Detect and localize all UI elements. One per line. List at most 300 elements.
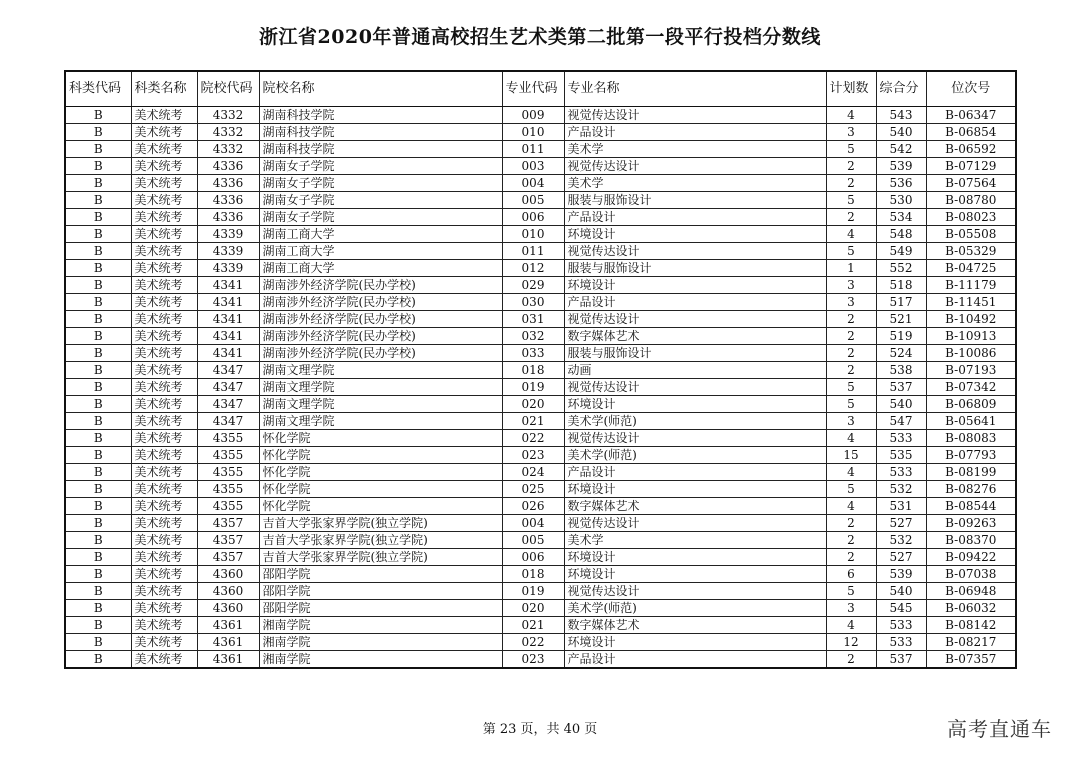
table-row <box>65 498 1016 515</box>
cell-major-code: 009 <box>502 107 564 124</box>
cell-school-code: 4336 <box>197 192 259 209</box>
cell-category-name: 美术统考 <box>131 226 197 243</box>
cell-composite-score: 533 <box>876 634 926 651</box>
cell-major-code: 023 <box>502 651 564 669</box>
cell-major-code: 026 <box>502 498 564 515</box>
cell-category-name: 美术统考 <box>131 345 197 362</box>
cell-category-name: 美术统考 <box>131 566 197 583</box>
cell-school-code: 4360 <box>197 566 259 583</box>
table-row <box>65 158 1016 175</box>
cell-major-name: 产品设计 <box>564 651 826 669</box>
cell-category-code: B <box>65 481 131 498</box>
cell-major-name: 数字媒体艺术 <box>564 498 826 515</box>
cell-composite-score: 552 <box>876 260 926 277</box>
cell-composite-score: 527 <box>876 515 926 532</box>
table-row <box>65 634 1016 651</box>
cell-category-code: B <box>65 651 131 669</box>
cell-school-name: 怀化学院 <box>259 430 502 447</box>
cell-school-code: 4357 <box>197 515 259 532</box>
cell-category-name: 美术统考 <box>131 141 197 158</box>
cell-school-code: 4347 <box>197 362 259 379</box>
cell-major-code: 011 <box>502 243 564 260</box>
cell-school-name: 湖南涉外经济学院(民办学校) <box>259 328 502 345</box>
cell-composite-score: 530 <box>876 192 926 209</box>
cell-rank: B-07129 <box>926 158 1016 175</box>
table-body <box>65 107 1016 669</box>
table-row <box>65 141 1016 158</box>
table-header-row <box>65 71 1016 107</box>
cell-school-name: 湖南涉外经济学院(民办学校) <box>259 277 502 294</box>
cell-composite-score: 533 <box>876 430 926 447</box>
cell-school-code: 4341 <box>197 277 259 294</box>
cell-category-name: 美术统考 <box>131 532 197 549</box>
cell-plan-count: 2 <box>826 515 876 532</box>
cell-rank: B-09422 <box>926 549 1016 566</box>
cell-category-code: B <box>65 328 131 345</box>
table-row <box>65 651 1016 669</box>
cell-major-code: 018 <box>502 362 564 379</box>
cell-school-name: 湖南女子学院 <box>259 209 502 226</box>
cell-major-name: 服装与服饰设计 <box>564 260 826 277</box>
cell-category-name: 美术统考 <box>131 175 197 192</box>
cell-school-name: 湖南涉外经济学院(民办学校) <box>259 345 502 362</box>
cell-category-name: 美术统考 <box>131 294 197 311</box>
cell-category-code: B <box>65 634 131 651</box>
cell-category-code: B <box>65 124 131 141</box>
cell-plan-count: 3 <box>826 124 876 141</box>
cell-major-name: 环境设计 <box>564 566 826 583</box>
cell-school-code: 4347 <box>197 413 259 430</box>
cell-major-code: 020 <box>502 396 564 413</box>
cell-school-name: 湖南文理学院 <box>259 413 502 430</box>
cell-major-code: 021 <box>502 617 564 634</box>
header-category-code: 科类代码 <box>65 71 131 107</box>
cell-plan-count: 3 <box>826 600 876 617</box>
cell-school-name: 湖南文理学院 <box>259 396 502 413</box>
cell-rank: B-08544 <box>926 498 1016 515</box>
cell-category-name: 美术统考 <box>131 311 197 328</box>
cell-major-name: 环境设计 <box>564 226 826 243</box>
cell-category-code: B <box>65 226 131 243</box>
cell-major-name: 数字媒体艺术 <box>564 617 826 634</box>
cell-school-code: 4332 <box>197 141 259 158</box>
cell-category-code: B <box>65 532 131 549</box>
cell-plan-count: 5 <box>826 243 876 260</box>
cell-rank: B-08370 <box>926 532 1016 549</box>
cell-school-name: 湖南女子学院 <box>259 175 502 192</box>
cell-composite-score: 533 <box>876 464 926 481</box>
cell-category-name: 美术统考 <box>131 277 197 294</box>
cell-school-code: 4361 <box>197 617 259 634</box>
cell-major-code: 003 <box>502 158 564 175</box>
table-row <box>65 124 1016 141</box>
header-category-name: 科类名称 <box>131 71 197 107</box>
cell-composite-score: 542 <box>876 141 926 158</box>
cell-plan-count: 5 <box>826 481 876 498</box>
cell-rank: B-06032 <box>926 600 1016 617</box>
cell-category-code: B <box>65 464 131 481</box>
cell-rank: B-09263 <box>926 515 1016 532</box>
cell-category-code: B <box>65 192 131 209</box>
cell-plan-count: 4 <box>826 617 876 634</box>
cell-category-name: 美术统考 <box>131 124 197 141</box>
cell-category-code: B <box>65 260 131 277</box>
cell-composite-score: 537 <box>876 379 926 396</box>
cell-school-name: 湖南工商大学 <box>259 226 502 243</box>
cell-category-code: B <box>65 141 131 158</box>
cell-major-code: 030 <box>502 294 564 311</box>
cell-school-code: 4347 <box>197 396 259 413</box>
header-major-name: 专业名称 <box>564 71 826 107</box>
header-plan-count: 计划数 <box>826 71 876 107</box>
cell-school-code: 4357 <box>197 532 259 549</box>
header-school-code: 院校代码 <box>197 71 259 107</box>
cell-school-code: 4355 <box>197 481 259 498</box>
cell-rank: B-07038 <box>926 566 1016 583</box>
table-row <box>65 362 1016 379</box>
cell-major-name: 美术学 <box>564 141 826 158</box>
table-row <box>65 226 1016 243</box>
cell-major-code: 011 <box>502 141 564 158</box>
cell-school-name: 湖南女子学院 <box>259 192 502 209</box>
cell-category-code: B <box>65 583 131 600</box>
header-rank: 位次号 <box>926 71 1016 107</box>
cell-school-name: 湖南工商大学 <box>259 260 502 277</box>
cell-plan-count: 5 <box>826 583 876 600</box>
cell-rank: B-08199 <box>926 464 1016 481</box>
cell-category-name: 美术统考 <box>131 515 197 532</box>
cell-plan-count: 3 <box>826 413 876 430</box>
cell-category-name: 美术统考 <box>131 498 197 515</box>
cell-plan-count: 3 <box>826 294 876 311</box>
cell-category-name: 美术统考 <box>131 464 197 481</box>
cell-school-code: 4341 <box>197 294 259 311</box>
cell-rank: B-10086 <box>926 345 1016 362</box>
table-row <box>65 515 1016 532</box>
cell-plan-count: 2 <box>826 532 876 549</box>
cell-school-name: 怀化学院 <box>259 498 502 515</box>
cell-major-code: 020 <box>502 600 564 617</box>
cell-school-name: 湘南学院 <box>259 651 502 669</box>
table-row <box>65 311 1016 328</box>
cell-category-code: B <box>65 515 131 532</box>
table-row <box>65 192 1016 209</box>
cell-plan-count: 2 <box>826 158 876 175</box>
cell-major-code: 004 <box>502 515 564 532</box>
cell-school-name: 湖南文理学院 <box>259 379 502 396</box>
table-row <box>65 600 1016 617</box>
cell-rank: B-07342 <box>926 379 1016 396</box>
table-row <box>65 260 1016 277</box>
cell-school-code: 4332 <box>197 107 259 124</box>
cell-school-code: 4339 <box>197 226 259 243</box>
cell-major-code: 005 <box>502 532 564 549</box>
table-row <box>65 328 1016 345</box>
cell-plan-count: 4 <box>826 464 876 481</box>
cell-composite-score: 539 <box>876 566 926 583</box>
cell-school-name: 邵阳学院 <box>259 566 502 583</box>
document-title: 浙江省2020年普通高校招生艺术类第二批第一段平行投档分数线 <box>259 26 821 48</box>
cell-plan-count: 6 <box>826 566 876 583</box>
table-row <box>65 294 1016 311</box>
cell-rank: B-10913 <box>926 328 1016 345</box>
table-row <box>65 532 1016 549</box>
cell-category-code: B <box>65 498 131 515</box>
cell-major-code: 031 <box>502 311 564 328</box>
cell-composite-score: 534 <box>876 209 926 226</box>
cell-composite-score: 539 <box>876 158 926 175</box>
cell-category-name: 美术统考 <box>131 583 197 600</box>
cell-category-code: B <box>65 209 131 226</box>
cell-school-name: 怀化学院 <box>259 464 502 481</box>
cell-plan-count: 2 <box>826 651 876 669</box>
cell-school-name: 湖南涉外经济学院(民办学校) <box>259 311 502 328</box>
cell-plan-count: 2 <box>826 549 876 566</box>
cell-composite-score: 518 <box>876 277 926 294</box>
cell-major-name: 动画 <box>564 362 826 379</box>
cell-plan-count: 2 <box>826 362 876 379</box>
cell-major-code: 032 <box>502 328 564 345</box>
cell-major-name: 视觉传达设计 <box>564 107 826 124</box>
cell-school-name: 邵阳学院 <box>259 600 502 617</box>
cell-rank: B-06592 <box>926 141 1016 158</box>
cell-major-name: 环境设计 <box>564 481 826 498</box>
cell-rank: B-07357 <box>926 651 1016 669</box>
cell-category-code: B <box>65 379 131 396</box>
cell-major-name: 美术学 <box>564 175 826 192</box>
cell-major-code: 022 <box>502 634 564 651</box>
cell-school-code: 4355 <box>197 498 259 515</box>
cell-plan-count: 2 <box>826 328 876 345</box>
cell-school-name: 吉首大学张家界学院(独立学院) <box>259 532 502 549</box>
cell-major-name: 产品设计 <box>564 464 826 481</box>
cell-plan-count: 2 <box>826 175 876 192</box>
cell-rank: B-08142 <box>926 617 1016 634</box>
cell-major-code: 019 <box>502 583 564 600</box>
cell-plan-count: 15 <box>826 447 876 464</box>
table-row <box>65 243 1016 260</box>
cell-category-name: 美术统考 <box>131 260 197 277</box>
cell-plan-count: 5 <box>826 192 876 209</box>
cell-category-name: 美术统考 <box>131 243 197 260</box>
cell-school-name: 湘南学院 <box>259 634 502 651</box>
cell-school-name: 怀化学院 <box>259 481 502 498</box>
cell-rank: B-10492 <box>926 311 1016 328</box>
cell-major-code: 023 <box>502 447 564 464</box>
cell-school-code: 4341 <box>197 328 259 345</box>
table-row <box>65 413 1016 430</box>
cell-rank: B-08780 <box>926 192 1016 209</box>
cell-plan-count: 4 <box>826 430 876 447</box>
cell-category-name: 美术统考 <box>131 362 197 379</box>
cell-composite-score: 519 <box>876 328 926 345</box>
cell-composite-score: 527 <box>876 549 926 566</box>
cell-category-code: B <box>65 396 131 413</box>
cell-school-name: 吉首大学张家界学院(独立学院) <box>259 515 502 532</box>
cell-major-code: 029 <box>502 277 564 294</box>
cell-school-code: 4341 <box>197 345 259 362</box>
cell-major-name: 美术学(师范) <box>564 413 826 430</box>
table-row <box>65 549 1016 566</box>
cell-category-name: 美术统考 <box>131 107 197 124</box>
cell-category-code: B <box>65 277 131 294</box>
cell-plan-count: 4 <box>826 107 876 124</box>
cell-school-code: 4336 <box>197 209 259 226</box>
cell-school-name: 湖南文理学院 <box>259 362 502 379</box>
cell-category-code: B <box>65 311 131 328</box>
cell-category-name: 美术统考 <box>131 651 197 669</box>
cell-category-code: B <box>65 175 131 192</box>
cell-school-name: 湖南女子学院 <box>259 158 502 175</box>
cell-category-name: 美术统考 <box>131 192 197 209</box>
cell-school-code: 4355 <box>197 430 259 447</box>
cell-school-code: 4355 <box>197 447 259 464</box>
cell-plan-count: 5 <box>826 396 876 413</box>
cell-school-name: 湖南科技学院 <box>259 107 502 124</box>
cell-category-code: B <box>65 243 131 260</box>
cell-composite-score: 524 <box>876 345 926 362</box>
cell-major-name: 产品设计 <box>564 124 826 141</box>
cell-major-name: 视觉传达设计 <box>564 158 826 175</box>
cell-major-code: 012 <box>502 260 564 277</box>
cell-major-code: 024 <box>502 464 564 481</box>
cell-category-code: B <box>65 345 131 362</box>
cell-major-code: 022 <box>502 430 564 447</box>
cell-rank: B-05641 <box>926 413 1016 430</box>
cell-rank: B-06347 <box>926 107 1016 124</box>
cell-school-name: 湖南科技学院 <box>259 141 502 158</box>
cell-plan-count: 4 <box>826 498 876 515</box>
cell-school-code: 4361 <box>197 634 259 651</box>
cell-plan-count: 2 <box>826 311 876 328</box>
cell-composite-score: 540 <box>876 396 926 413</box>
table-row <box>65 379 1016 396</box>
cell-school-code: 4360 <box>197 583 259 600</box>
cell-major-name: 视觉传达设计 <box>564 430 826 447</box>
cell-category-name: 美术统考 <box>131 481 197 498</box>
cell-school-name: 怀化学院 <box>259 447 502 464</box>
table-row <box>65 617 1016 634</box>
cell-major-name: 视觉传达设计 <box>564 379 826 396</box>
cell-category-name: 美术统考 <box>131 158 197 175</box>
cell-rank: B-07564 <box>926 175 1016 192</box>
watermark: 高考直通车 <box>947 717 1052 741</box>
cell-category-name: 美术统考 <box>131 634 197 651</box>
cell-plan-count: 1 <box>826 260 876 277</box>
table-row <box>65 430 1016 447</box>
cell-major-code: 005 <box>502 192 564 209</box>
cell-rank: B-05329 <box>926 243 1016 260</box>
cell-major-code: 006 <box>502 549 564 566</box>
cell-category-name: 美术统考 <box>131 430 197 447</box>
cell-composite-score: 549 <box>876 243 926 260</box>
cell-composite-score: 540 <box>876 124 926 141</box>
cell-school-name: 湖南涉外经济学院(民办学校) <box>259 294 502 311</box>
cell-rank: B-11179 <box>926 277 1016 294</box>
cell-composite-score: 531 <box>876 498 926 515</box>
cell-major-name: 服装与服饰设计 <box>564 192 826 209</box>
cell-major-code: 025 <box>502 481 564 498</box>
cell-major-code: 033 <box>502 345 564 362</box>
cell-school-code: 4336 <box>197 158 259 175</box>
header-major-code: 专业代码 <box>502 71 564 107</box>
cell-category-code: B <box>65 294 131 311</box>
cell-major-name: 环境设计 <box>564 549 826 566</box>
cell-category-code: B <box>65 617 131 634</box>
cell-major-name: 环境设计 <box>564 634 826 651</box>
cell-category-code: B <box>65 447 131 464</box>
cell-major-name: 服装与服饰设计 <box>564 345 826 362</box>
cell-plan-count: 2 <box>826 209 876 226</box>
cell-major-name: 环境设计 <box>564 277 826 294</box>
cell-major-code: 019 <box>502 379 564 396</box>
cell-composite-score: 548 <box>876 226 926 243</box>
cell-category-name: 美术统考 <box>131 447 197 464</box>
cell-school-code: 4336 <box>197 175 259 192</box>
cell-school-code: 4332 <box>197 124 259 141</box>
cell-composite-score: 545 <box>876 600 926 617</box>
table-row <box>65 447 1016 464</box>
score-table <box>64 70 1017 669</box>
cell-category-name: 美术统考 <box>131 396 197 413</box>
cell-plan-count: 12 <box>826 634 876 651</box>
cell-category-code: B <box>65 413 131 430</box>
cell-school-name: 湖南工商大学 <box>259 243 502 260</box>
cell-category-code: B <box>65 158 131 175</box>
cell-major-name: 产品设计 <box>564 294 826 311</box>
cell-school-name: 湘南学院 <box>259 617 502 634</box>
cell-major-name: 环境设计 <box>564 396 826 413</box>
cell-category-code: B <box>65 549 131 566</box>
cell-rank: B-08083 <box>926 430 1016 447</box>
cell-rank: B-07793 <box>926 447 1016 464</box>
cell-school-name: 邵阳学院 <box>259 583 502 600</box>
table-row <box>65 566 1016 583</box>
cell-rank: B-08276 <box>926 481 1016 498</box>
cell-major-name: 产品设计 <box>564 209 826 226</box>
cell-major-name: 美术学 <box>564 532 826 549</box>
cell-plan-count: 4 <box>826 226 876 243</box>
cell-rank: B-08217 <box>926 634 1016 651</box>
table-row <box>65 481 1016 498</box>
cell-plan-count: 3 <box>826 277 876 294</box>
cell-category-code: B <box>65 566 131 583</box>
cell-rank: B-04725 <box>926 260 1016 277</box>
cell-school-code: 4339 <box>197 260 259 277</box>
cell-category-code: B <box>65 362 131 379</box>
cell-composite-score: 517 <box>876 294 926 311</box>
table-row <box>65 277 1016 294</box>
cell-rank: B-08023 <box>926 209 1016 226</box>
cell-rank: B-06809 <box>926 396 1016 413</box>
cell-category-name: 美术统考 <box>131 328 197 345</box>
cell-school-code: 4355 <box>197 464 259 481</box>
cell-major-name: 美术学(师范) <box>564 447 826 464</box>
header-school-name: 院校名称 <box>259 71 502 107</box>
cell-plan-count: 5 <box>826 379 876 396</box>
cell-plan-count: 2 <box>826 345 876 362</box>
table-row <box>65 464 1016 481</box>
cell-category-code: B <box>65 107 131 124</box>
table-row <box>65 175 1016 192</box>
cell-major-name: 美术学(师范) <box>564 600 826 617</box>
cell-category-name: 美术统考 <box>131 209 197 226</box>
table-row <box>65 396 1016 413</box>
table-row <box>65 107 1016 124</box>
cell-school-code: 4361 <box>197 651 259 669</box>
cell-category-name: 美术统考 <box>131 600 197 617</box>
cell-category-name: 美术统考 <box>131 413 197 430</box>
